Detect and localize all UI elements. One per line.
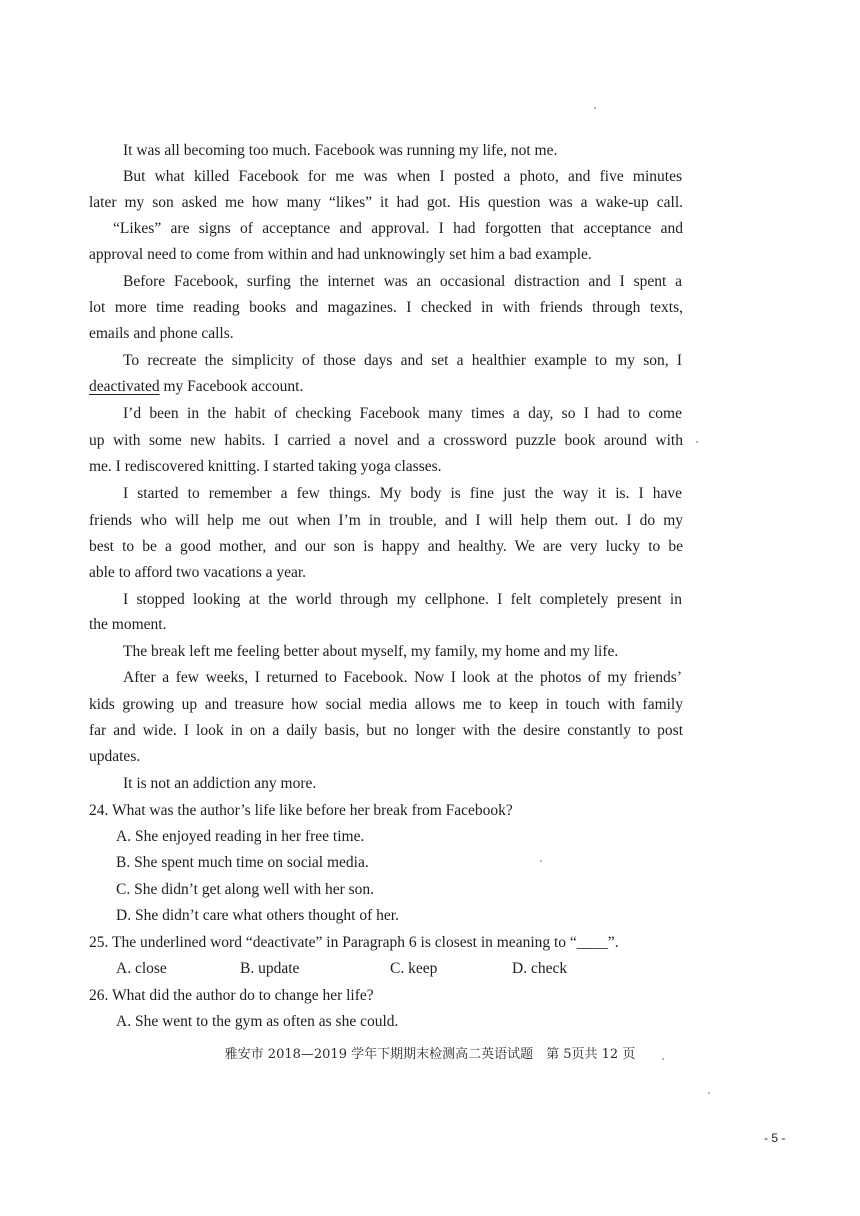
passage-line: I stopped looking at the world through my cellphone. I felt completely present in <box>123 591 682 608</box>
passage-line <box>89 377 303 397</box>
passage-line: able to afford two vacations a year. <box>89 564 307 581</box>
question-25: 25. The underlined word “deactivate” in Paragraph 6 is closest in meaning to “____”. <box>89 934 619 951</box>
passage-line: updates. <box>89 748 141 765</box>
option-24-d: D. She didn’t care what others thought of her. <box>116 907 399 924</box>
passage-line: Before Facebook, surfing the internet was an occasional distraction and I spent a <box>123 273 682 290</box>
scan-speck <box>594 107 596 109</box>
page-number: - 5 - <box>764 1131 786 1145</box>
passage-line: me. I rediscovered knitting. I started taking yoga classes. <box>89 458 442 475</box>
question-26: 26. What did the author do to change her life? <box>89 987 374 1004</box>
passage-line: I started to remember a few things. My body is fine just the way it is. I have <box>123 485 682 502</box>
option-24-c: C. She didn’t get along well with her son. <box>116 881 375 898</box>
passage-line: But what killed Facebook for me was when I posted a photo, and five minutes <box>123 168 682 185</box>
passage-text: my Facebook account. <box>159 378 304 395</box>
question-24: 24. What was the author’s life like before her break from Facebook? <box>89 802 513 819</box>
option-25-c: C. keep <box>390 960 438 977</box>
scan-speck <box>662 1058 664 1060</box>
passage-line: To recreate the simplicity of those days and set a healthier example to my son, I <box>123 352 682 369</box>
passage-line: up with some new habits. I carried a novel and a crossword puzzle book around with <box>89 432 683 449</box>
passage-line: lot more time reading books and magazines. I checked in with friends through texts, <box>89 299 683 316</box>
passage-line: It was all becoming too much. Facebook was running my life, not me. <box>123 142 558 159</box>
option-24-b: B. She spent much time on social media. <box>116 854 369 871</box>
passage-line: “Likes” are signs of acceptance and approval. I had forgotten that acceptance and <box>113 220 683 237</box>
scan-speck <box>696 441 698 443</box>
option-25-a: A. close <box>116 960 167 977</box>
option-25-d: D. check <box>512 960 568 977</box>
passage-line: After a few weeks, I returned to Facebook. Now I look at the photos of my friends’ <box>123 669 682 686</box>
passage-line: emails and phone calls. <box>89 325 234 342</box>
passage-line: friends who will help me out when I’m in trouble, and I will help them out. I do my <box>89 512 683 529</box>
option-24-a: A. She enjoyed reading in her free time. <box>116 828 365 845</box>
scan-speck <box>540 860 542 862</box>
passage-line: later my son asked me how many “likes” it had got. His question was a wake-up call. <box>89 194 683 211</box>
passage-line: far and wide. I look in on a daily basis, but no longer with the desire constantly to post <box>89 722 683 739</box>
passage-line: The break left me feeling better about myself, my family, my home and my life. <box>123 643 619 660</box>
passage-line: best to be a good mother, and our son is happy and healthy. We are very lucky to be <box>89 538 683 555</box>
scan-speck <box>708 1092 710 1094</box>
passage-line: kids growing up and treasure how social media allows me to keep in touch with family <box>89 696 683 713</box>
passage-line: I’d been in the habit of checking Facebook many times a day, so I had to come <box>123 405 682 422</box>
option-26-a: A. She went to the gym as often as she could. <box>116 1013 399 1030</box>
passage-line: It is not an addiction any more. <box>123 775 317 792</box>
option-25-b: B. update <box>240 960 300 977</box>
passage-line: the moment. <box>89 616 167 633</box>
underlined-word: deactivated <box>89 378 160 395</box>
page-footer: 雅安市 2018—2019 学年下期期末检测高二英语试题 第 5页共 12 页 <box>224 1047 636 1062</box>
passage-line: approval need to come from within and had unknowingly set him a bad example. <box>89 246 592 263</box>
